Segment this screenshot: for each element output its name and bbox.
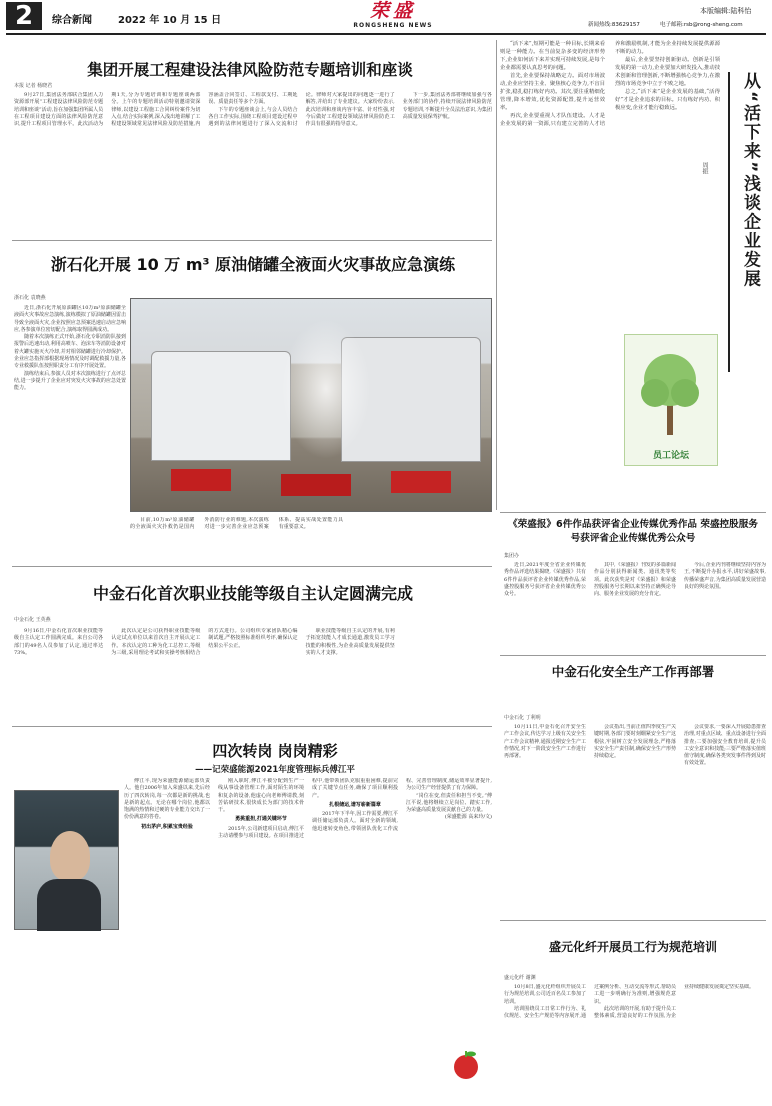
article-4-subtitle: ——记荣盛能源2021年度管理标兵傅江平 xyxy=(195,765,355,775)
paragraph: 2015年,公司新建项目启动,傅江平主动请缨参与项目建设。在项目推进过程中,他带领团队克服重重困难,提前完成了关键节点任务,确保了项目顺利投产。 xyxy=(218,778,398,840)
article-5-headline: 《荣盛报》6件作品获评省企业传媒优秀作品 荣盛控股服务号获评省企业传媒优秀公众号 xyxy=(508,519,758,544)
paragraph: 会议要求,一要深入开展隐患排查治理,对重点区域、重点设备进行全面排查;二要加强安全教育培训,提升员工安全意识和技能;三要严格落实值班值守制度,确保各类突发事件得到及时有效处置。 xyxy=(684,724,766,767)
fire-truck xyxy=(391,471,451,493)
article-5-body xyxy=(504,562,766,654)
paragraph: 此次认定是公司获得职业技能等级认定试点单位以来首次自主开展认定工作。本次认定的工种为化工总控工,等级为三级,采用理论考试和实操考核相结合的方式进行。公司组织专家团队精心编制试题,严格按照标准组织考评,确保认定结果公平公正。 xyxy=(111,628,298,656)
fire-drill-photo xyxy=(130,298,492,512)
apple-mascot-icon xyxy=(449,1050,483,1080)
column-body xyxy=(500,40,720,330)
paragraph: 培训围绕员工日常工作行为、礼仪规范、安全生产规范等内容展开,通过案例分析、互动交流等形式,帮助员工进一步明确行为准则,增强规范意识。 xyxy=(504,984,676,1020)
article-1-headline: 集团开展工程建设法律风险防范专题培训和座谈 xyxy=(87,61,413,79)
issue-date: 2022 年 10 月 15 日 xyxy=(118,15,222,26)
rongsheng-mascot-logo xyxy=(444,1050,488,1096)
portrait-figure xyxy=(50,831,90,881)
fire-truck xyxy=(171,469,231,491)
water-spray xyxy=(281,319,371,459)
paragraph: 总之,“活下来”是企业发展的基础,“活得好”才是企业追求的目标。只有练好内功、积极应变,企业才能行稳致远。 xyxy=(615,89,720,111)
article-4-body xyxy=(124,778,492,1100)
paragraph: 最后,企业要坚持创新驱动。创新是引领发展的第一动力,企业要加大研发投入,推动技术创新和管理创新,不断增强核心竞争力,在激烈的市场竞争中立于不败之地。 xyxy=(615,57,720,87)
column-title: 从“活下来”浅谈企业发展 xyxy=(740,72,760,289)
article-1-byline: 本报 记者 杨晓君 xyxy=(14,83,53,89)
article-1-body xyxy=(14,92,492,190)
article-3-body xyxy=(14,628,492,698)
article-6-byline: 中金石化 丁利明 xyxy=(504,715,541,721)
paragraph: 随着本次演练正式开始,浙石化专职消防队接到报警后迅速出动,利用高喷车、泡沫车等消防设备对着火罐实施灭火冷却,并对相邻储罐进行冷却保护。企业应急指挥部根据现场情况及时调配救援力量,各专业救援队伍按照职责分工有序开展处置。 xyxy=(14,334,126,370)
paragraph: 下午的专题座谈会上,与会人员结合各自工作实际,围绕工程项目建设过程中遇到的法律问题进行了深入交流和讨论。律师对大家提出的问题逐一进行了解答,并给出了专业建议。大家纷纷表示,此次培训和座谈内容丰富、针对性强,对今后做好工程建设领域法律风险防范工作具有很强的指导意义。 xyxy=(208,92,395,128)
article-6-body xyxy=(504,724,766,900)
paragraph: 近日,浙石化开展原油罐区10万m³原油储罐全液面火灾事故应急演练,演练模拟了原油储罐因雷击导致全液面火灾,企业按照应急预案迅速启动应急响应,各参演单位密切配合,演练取得圆满成功。 xyxy=(14,305,126,333)
article-7-byline: 盛元化纤 谢渊 xyxy=(504,975,536,981)
paragraph: 职业技能等级自主认定的开展,有利于拓宽技能人才成长通道,激发员工学习技能的积极性,为企业高质量发展提供坚实的人才支撑。 xyxy=(305,628,395,656)
paragraph: 再次,企业要重视人才队伍建设。人才是企业发展的第一资源,只有建立完善的人才培养和激励机制,才能为企业持续发展提供源源不断的动力。 xyxy=(500,41,720,127)
paragraph: 9月16日,中金石化首次职业技能等级自主认定工作圆满完成。来自公司各部门的49名人员参加了认定,通过率达73%。 xyxy=(14,628,104,656)
section-heading: 初出茅庐,积累宝贵经验 xyxy=(141,823,193,830)
divider xyxy=(500,512,766,513)
tree-illustration-icon xyxy=(625,335,715,445)
article-3-headline: 中金石化首次职业技能等级自主认定圆满完成 xyxy=(92,584,413,603)
divider xyxy=(12,566,492,567)
paragraph: 目前,10万m³原油储罐的全液面火灾扑救仍是国内外消防行业的难题,本次演练对进一步完善企业应急预案体系、提高实战处置能力具有重要意义。 xyxy=(130,517,344,531)
article-7-body xyxy=(504,984,766,1100)
section-heading: 扎根储运,谱写崭新篇章 xyxy=(329,801,381,808)
paragraph: “活下来”,短期可能是一种目标,长期来看则是一种能力。在当前复杂多变的经济形势下,企业如何活下来并实现可持续发展,是每个企业都需要认真思考的问题。 xyxy=(500,41,605,71)
article-3-byline: 中金石化 王英燕 xyxy=(14,617,51,623)
contact-email: 电子邮箱:rsb@rong-sheng.com xyxy=(660,22,743,28)
article-2-headline: 浙石化开展 10 万 m³ 原油储罐全液面火灾事故应急演练 xyxy=(50,255,456,274)
page-number-badge xyxy=(6,2,42,30)
article-6-headline: 中金石化安全生产工作再部署 xyxy=(551,664,715,679)
staff-forum-badge xyxy=(624,334,718,466)
divider xyxy=(12,726,492,727)
article-7-headline: 盛元化纤开展员工行为规范培训 xyxy=(548,940,717,954)
portrait-figure xyxy=(37,879,101,931)
portrait-photo xyxy=(14,790,119,930)
logo-pinyin: RONGSHENG NEWS xyxy=(353,22,433,29)
column-author: 周振 xyxy=(701,162,708,174)
paragraph: 今后,企业内刊将继续坚持内容为王,不断提升办报水平,讲好荣盛故事,传播荣盛声音,为集团高质量发展营造良好的舆论氛围。 xyxy=(684,562,766,590)
logo-text: 荣盛 xyxy=(369,0,416,22)
paragraph: 会议指出,当前正值四季度生产关键时期,各部门要时刻绷紧安全生产这根弦,牢固树立安全发展理念,严格落实安全生产责任制,确保安全生产形势持续稳定。 xyxy=(594,724,676,760)
paragraph: 其中,《荣盛报》刊发的多篇新闻作品分别获得新闻类、通讯类等奖项。此次获奖是对《荣盛报》和荣盛控股服务号长期以来坚持正确舆论导向、服务企业发展的充分肯定。 xyxy=(594,562,676,598)
news-hotline: 新闻热线:83629157 xyxy=(588,22,640,28)
paragraph: 10月8日,盛元化纤组织开展员工行为规范培训,公司近百名员工参加了培训。 xyxy=(504,984,586,1005)
paper-logo xyxy=(318,0,468,32)
paragraph: 2017年下半年,因工作需要,傅江平调任储运部负责人。面对全新的领域,他迅速转变角色,带领团队优化工作流程、完善管理制度,储运效率显著提升,为公司生产经营提供了有力保障。 xyxy=(312,778,492,832)
article-2-body-left xyxy=(14,305,126,513)
divider xyxy=(12,240,492,241)
page-number: 2 xyxy=(14,2,34,30)
paragraph: 10月11日,中金石化召开安全生产工作会议,传达学习上级有关安全生产工作会议精神,通报近期安全生产工作情况,对下一阶段安全生产工作进行再部署。 xyxy=(504,724,586,760)
article-4-headline: 四次转岗 岗岗精彩 xyxy=(212,742,338,760)
paragraph: 刚入职时,傅江平被分配到生产一线从事设备管理工作,面对陌生的环境和复杂的设备,他虚心向老师傅请教,刻苦钻研技术,很快成长为部门的技术骨干。 xyxy=(218,778,304,814)
divider xyxy=(500,920,766,921)
forum-badge-label: 员工论坛 xyxy=(652,451,689,461)
paragraph: 下一步,集团法务部将继续加强与各业务部门的协作,持续开展法律风险防范专题培训,不断提升全员法治意识,为集团高质量发展保驾护航。 xyxy=(402,92,492,120)
divider xyxy=(496,40,497,510)
masthead xyxy=(0,0,772,32)
divider xyxy=(500,655,766,656)
paragraph: 傅江平,现为荣盛能源储运部负责人。他自2006年加入荣盛以来,先后经历了四次转岗,每一次都是新的挑战,也是新的起点。无论在哪个岗位,他都以饱满的热情和过硬的专业能力交出了一份份满意的答卷。 xyxy=(124,778,210,821)
photo-credit: (荣盛能源 高来玲/文) xyxy=(444,814,492,821)
paragraph: 首先,企业要保持战略定力。面对市场波动,企业应坚持主业、聚焦核心竞争力,不盲目扩张,稳扎稳打练好内功。其次,要注重精细化管理,降本增效,优化资源配置,提升运营效率。 xyxy=(500,73,605,111)
page-editor: 本版编辑:陆科怡 xyxy=(700,7,752,15)
article-5-byline: 集团办 xyxy=(504,553,520,559)
paragraph: “岗位在变,但责任和担当不变。”傅江平说,他将继续立足岗位、踏实工作,为荣盛高质量发展贡献自己的力量。 xyxy=(406,792,492,814)
section-heading: 勇挑重担,打通关键环节 xyxy=(235,816,287,823)
fire-truck xyxy=(281,474,351,496)
section-name: 综合新闻 xyxy=(52,15,92,26)
article-2-body-bottom xyxy=(130,517,492,563)
article-2-byline: 浙石化 袁晓燕 xyxy=(14,295,46,301)
column-heading xyxy=(728,72,768,372)
paragraph: 近日,2021年度全省企业传媒优秀作品评选结果揭晓,《荣盛报》共有6件作品获评省企业传媒优秀作品,荣盛控股服务号获评省企业传媒优秀公众号。 xyxy=(504,562,586,598)
storage-tank xyxy=(151,351,291,461)
masthead-divider xyxy=(6,33,766,35)
paragraph: 此次培训的开展,有助于提升员工整体素质,营造良好的工作氛围,为企业持续健康发展奠定坚实基础。 xyxy=(594,984,755,1020)
paragraph: 演练结束后,参演人员对本次演练进行了点评总结,进一步提升了企业应对突发火灾事故的应急处置能力。 xyxy=(14,370,126,392)
paragraph: 9月27日,集团法务部联合集团人力资源部开展“工程建设法律风险防范专题培训和座谈”活动,旨在加强集团所属人员在工程项目建设方面的法律风险防范意识,提升工程项目管理水平。此次活动为期1天,分为专题培训和专题座谈两部分。上午的专题培训活动特别邀请资深律师,以建设工程施工合同纠纷案件为切入点,结合实际案例,深入浅出地讲解了工程建设领域常见法律风险及防范措施,内容涵盖合同签订、工程款支付、工期延误、质量责任等多个方面。 xyxy=(14,92,298,128)
